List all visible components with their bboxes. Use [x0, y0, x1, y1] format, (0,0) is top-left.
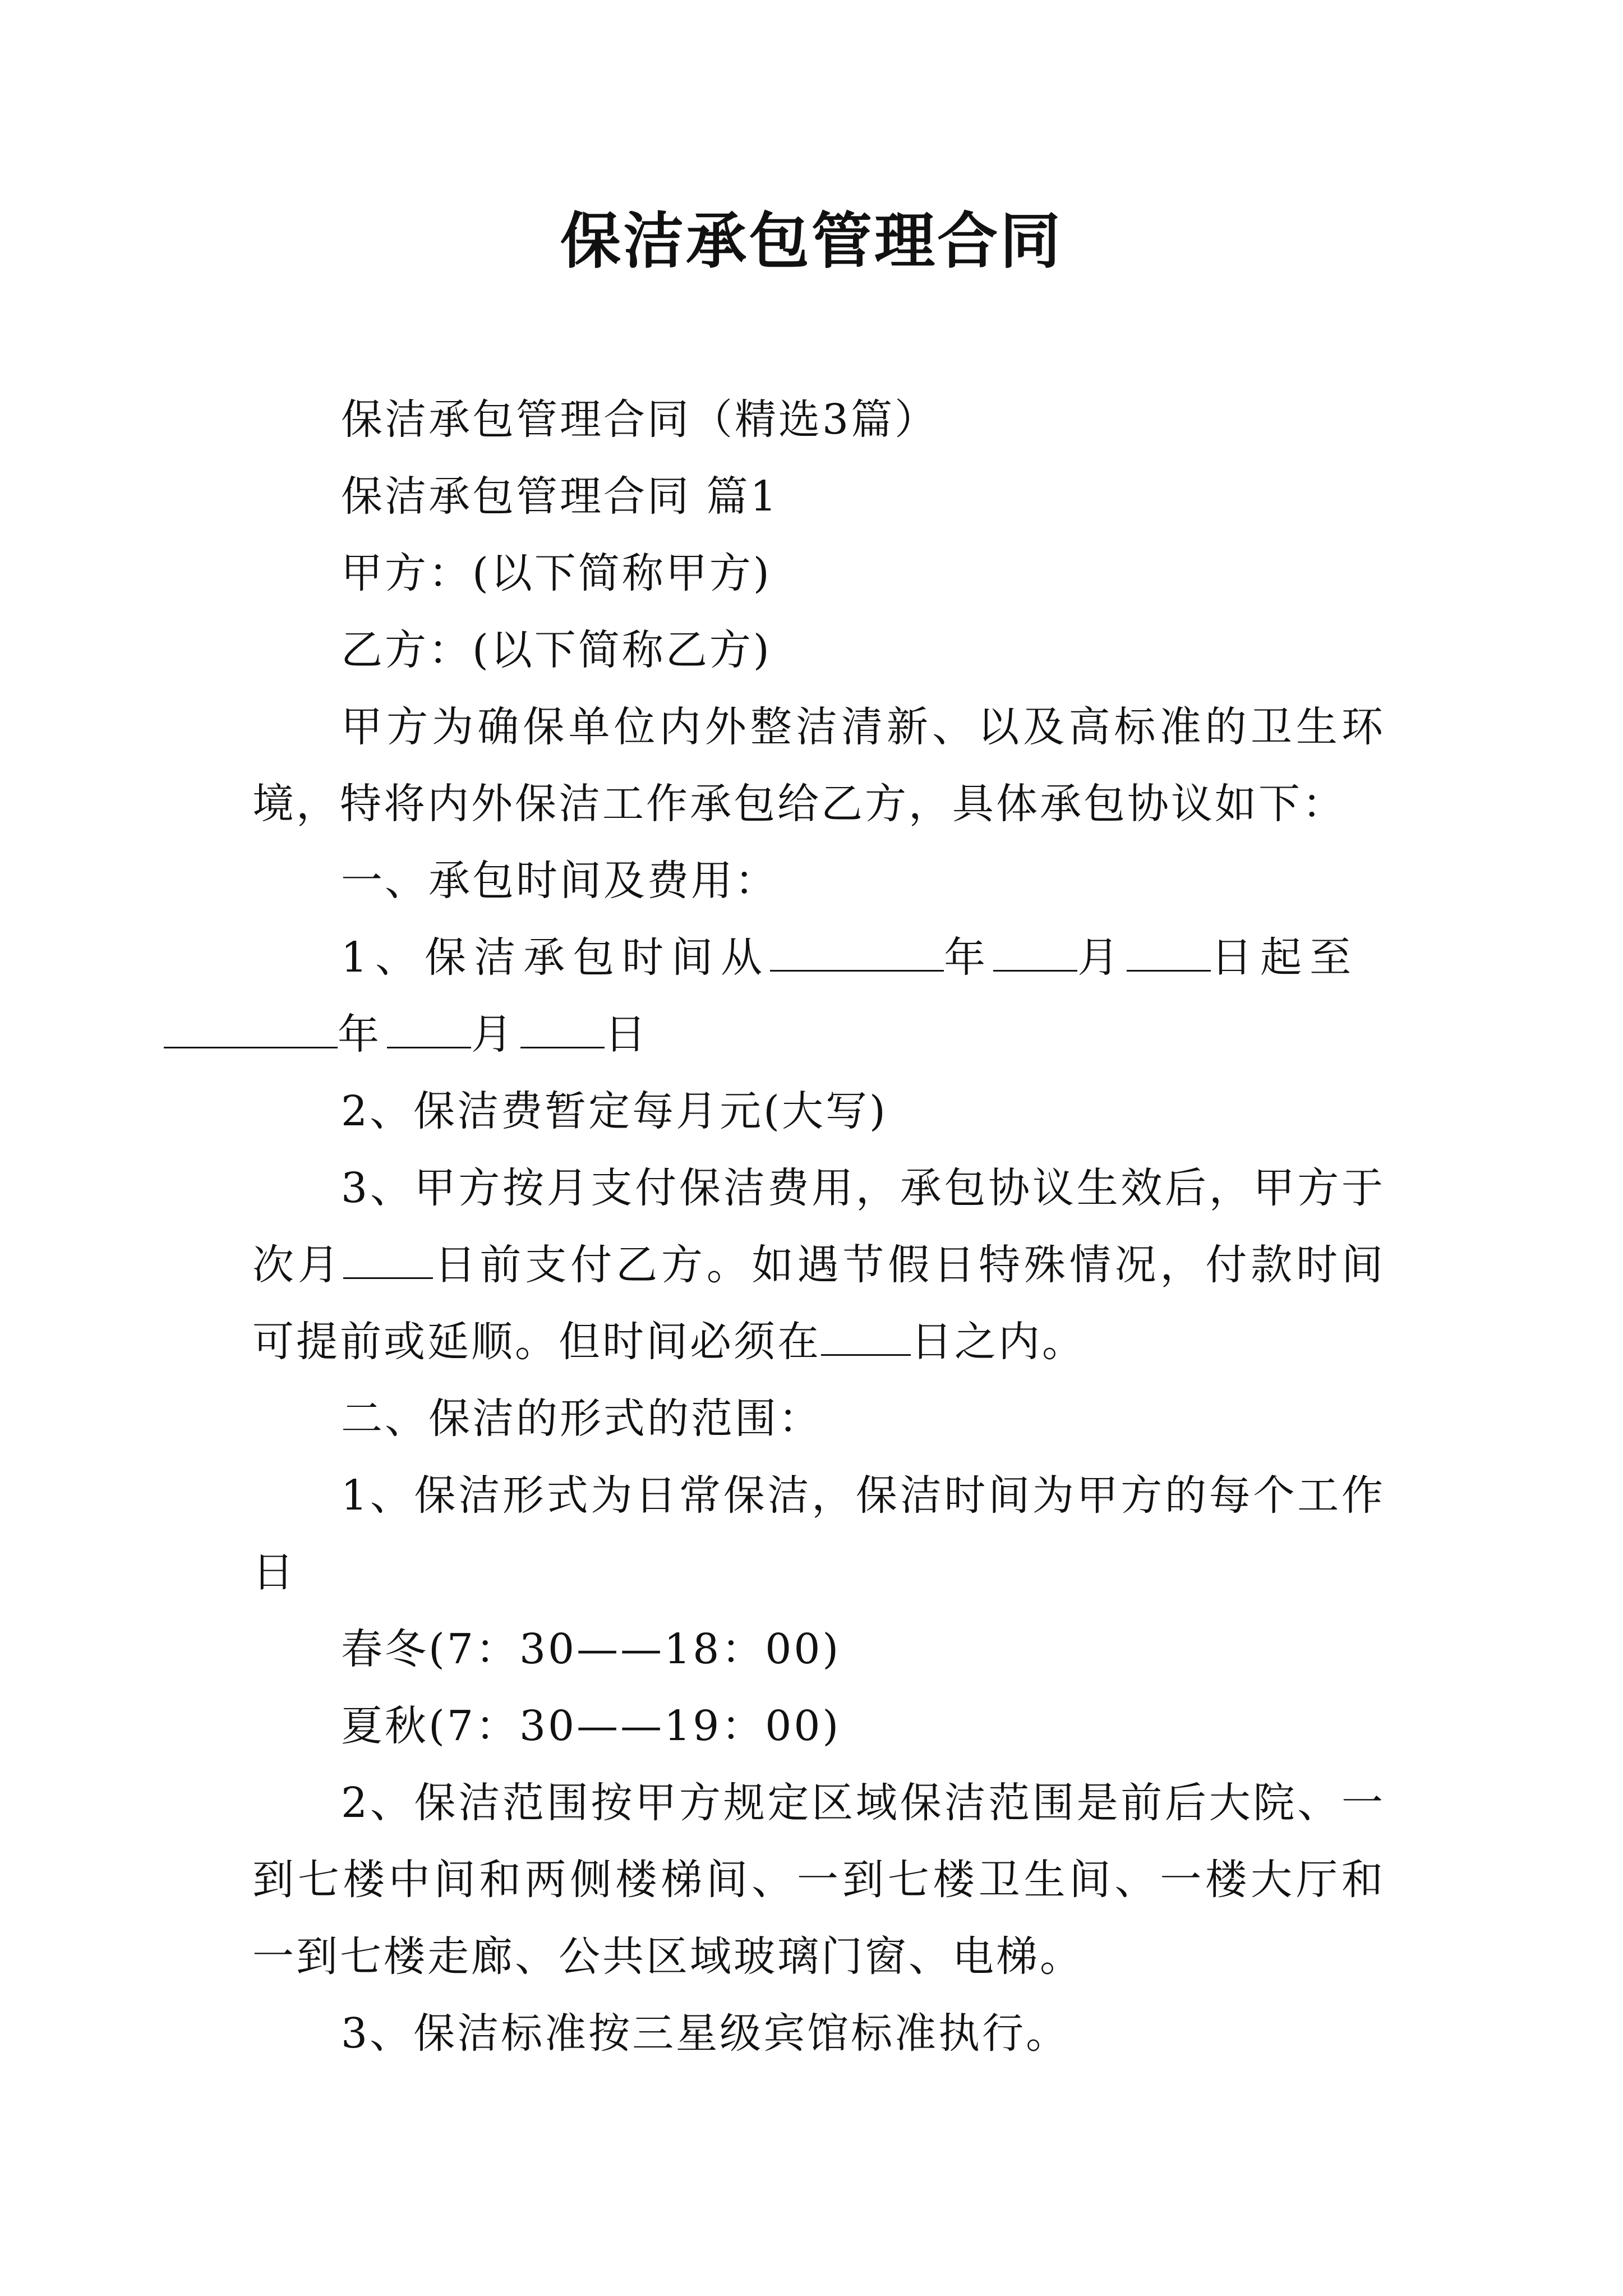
paragraph-payment [252, 1150, 1385, 1381]
paragraph-intro: 甲方为确保单位内外整洁清新、以及高标准的卫生环境，特将内外保洁工作承包给乙方，具体承包协议如下： [252, 703, 1385, 828]
paragraph-hours-spring-winter: 春冬(7：30——18：00) [341, 1625, 841, 1673]
blank-end-day [520, 1012, 605, 1048]
period-text-year1: 年 [944, 933, 994, 982]
paragraph-party-a: 甲方：(以下简称甲方) [341, 549, 772, 597]
blank-end-month [387, 1012, 471, 1048]
document-body [252, 381, 1385, 2072]
payment-text-b: 日前支付乙方。如遇节假日特殊情况，付款时间可提前或延顺。但时间必须在 [252, 1241, 1386, 1366]
paragraph-contract-period [252, 919, 1385, 1073]
paragraph-heading-scope: 二、保洁的形式的范围： [341, 1395, 822, 1443]
paragraph-subtitle: 保洁承包管理合同（精选3篇） [341, 395, 939, 444]
payment-text-a: 3、甲方按月支付保洁费用，承包协议生效后，甲方于次月 [252, 1164, 1385, 1289]
blank-start-day [1127, 935, 1211, 972]
blank-start-month [993, 935, 1077, 972]
paragraph-cleaning-form: 1、保洁形式为日常保洁，保洁时间为甲方的每个工作日 [252, 1471, 1385, 1596]
period-text-month1: 月 [1077, 933, 1127, 982]
payment-text-c: 日之内。 [911, 1318, 1086, 1366]
paragraph-party-b: 乙方：(以下简称乙方) [341, 626, 772, 674]
blank-payment-day [343, 1243, 433, 1279]
paragraph-hours-summer-autumn: 夏秋(7：30——19：00) [341, 1702, 841, 1750]
paragraph-cleaning-standard: 3、保洁标准按三星级宾馆标准执行。 [341, 2009, 1070, 2058]
blank-start-year [770, 935, 944, 972]
paragraph-heading-term-fee: 一、承包时间及费用： [341, 857, 778, 905]
period-text-day2: 日 [605, 1010, 654, 1059]
blank-end-year [164, 1012, 338, 1048]
paragraph-fee: 2、保洁费暂定每月元(大写) [341, 1087, 888, 1135]
period-text-day1: 日起至 [1211, 933, 1359, 982]
document-title: 保洁承包管理合同 [560, 206, 1063, 277]
period-text-year2: 年 [338, 1010, 387, 1059]
period-text-start: 1、保洁承包时间从 [341, 933, 771, 982]
paragraph-cleaning-scope: 2、保洁范围按甲方规定区域保洁范围是前后大院、一到七楼中间和两侧楼梯间、一到七楼卫生间、一楼大厅和一到七楼走廊、公共区域玻璃门窗、电梯。 [252, 1779, 1385, 1981]
blank-deadline-days [821, 1319, 911, 1356]
paragraph-section-heading: 保洁承包管理合同 篇1 [341, 472, 779, 521]
period-text-month2: 月 [471, 1010, 520, 1059]
